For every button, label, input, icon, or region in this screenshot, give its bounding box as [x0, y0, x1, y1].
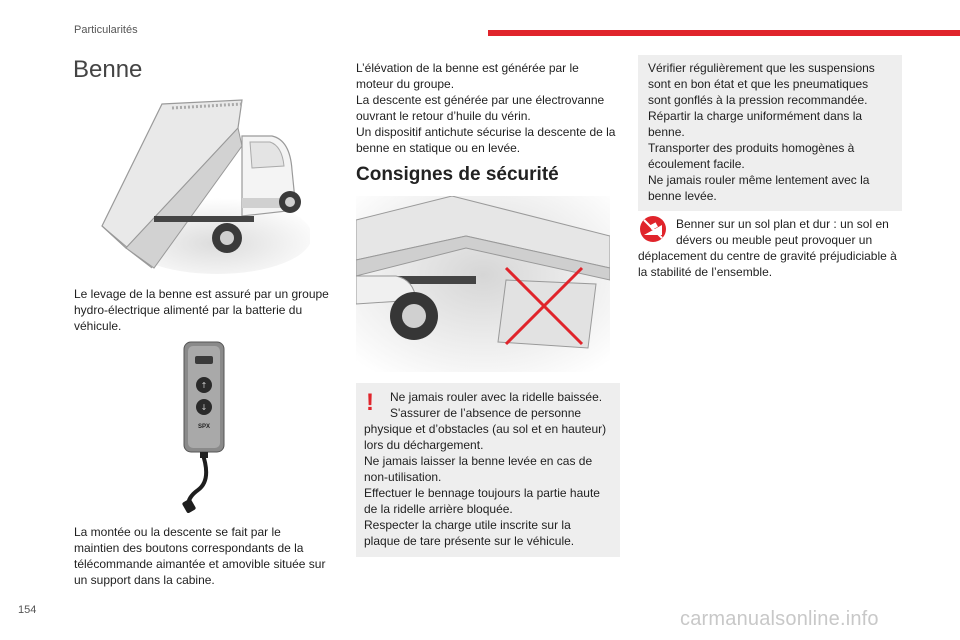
text-line: La descente est générée par une électrovanne	[356, 93, 605, 107]
watermark: carmanualsonline.info	[680, 608, 879, 630]
info-box	[638, 55, 902, 211]
page-title: Benne	[73, 56, 143, 83]
warning-exclamation-icon: !	[366, 389, 374, 416]
text-line: un support dans la cabine.	[74, 573, 215, 587]
text-line: Un dispositif antichute sécurise la descente de la	[356, 125, 616, 139]
text-line: Le levage de la benne est assuré par un groupe	[74, 287, 329, 301]
text-line: maintien des boutons correspondants de la	[74, 541, 304, 555]
text-line: hydro-électrique alimenté par la batterie du	[74, 303, 303, 317]
svg-text:↓: ↓	[200, 403, 208, 412]
text-line: La montée ou la descente se fait par le	[74, 525, 281, 539]
text-line: S'assurer de l’absence de personne	[390, 406, 582, 420]
text-line: plaque de tare présente sur le véhicule.	[364, 534, 575, 548]
text-line: sont en bon état et que les pneumatiques	[648, 77, 869, 91]
text-line: benne en statique ou en levée.	[356, 141, 521, 155]
text-line: dévers ou meuble peut provoquer un	[676, 233, 873, 247]
svg-text:↑: ↑	[200, 381, 208, 390]
text-line: de la ridelle arrière bloquée.	[364, 502, 513, 516]
text-line: sont gonflés à la pression recommandée.	[648, 93, 868, 107]
text-line: télécommande aimantée et amovible située sur	[74, 557, 326, 571]
text-line: Respecter la charge utile inscrite sur la	[364, 518, 571, 532]
text-line: la stabilité de l’ensemble.	[638, 265, 773, 279]
text-elevation	[356, 60, 621, 156]
text-line: Vérifier régulièrement que les suspensions	[648, 61, 875, 75]
forbidden-lowered-tailgate-illustration	[356, 196, 610, 372]
safety-warning-box	[356, 383, 620, 557]
text-line: benne.	[648, 125, 685, 139]
text-line: ouvrant le retour d’huile du vérin.	[356, 109, 531, 123]
text-line: L’élévation de la benne est générée par le	[356, 61, 579, 75]
text-montee	[74, 524, 339, 588]
text-line: benne levée.	[648, 189, 717, 203]
text-line: véhicule.	[74, 319, 122, 333]
text-levage	[74, 286, 334, 334]
note-text	[638, 216, 906, 280]
text-line: Benner sur un sol plan et dur : un sol en	[676, 217, 889, 231]
section-label: Particularités	[74, 24, 138, 36]
text-line: déplacement du centre de gravité préjudiciable à	[638, 249, 897, 263]
text-line: Ne jamais rouler même lentement avec la	[648, 173, 870, 187]
text-line: physique et d’obstacles (au sol et en hauteur)	[364, 422, 607, 436]
remote-control-illustration	[170, 340, 230, 518]
warning-text	[364, 389, 614, 549]
text-line: Répartir la charge uniformément dans la	[648, 109, 863, 123]
tipper-truck-illustration	[92, 98, 310, 276]
text-line: Ne jamais rouler avec la ridelle baissée.	[390, 390, 603, 404]
remote-brand-label: SPX	[197, 424, 211, 430]
info-text	[648, 60, 898, 204]
text-line: moteur du groupe.	[356, 77, 455, 91]
text-line: lors du déchargement.	[364, 438, 484, 452]
text-line: Ne jamais laisser la benne levée en cas de	[364, 454, 593, 468]
text-line: non-utilisation.	[364, 470, 442, 484]
header-accent-bar	[488, 30, 960, 36]
text-line: Transporter des produits homogènes à	[648, 141, 855, 155]
section-heading: Consignes de sécurité	[356, 164, 559, 185]
text-line: Effectuer le bennage toujours la partie haute	[364, 486, 600, 500]
text-line: écoulement facile.	[648, 157, 745, 171]
page-number: 154	[18, 604, 37, 616]
